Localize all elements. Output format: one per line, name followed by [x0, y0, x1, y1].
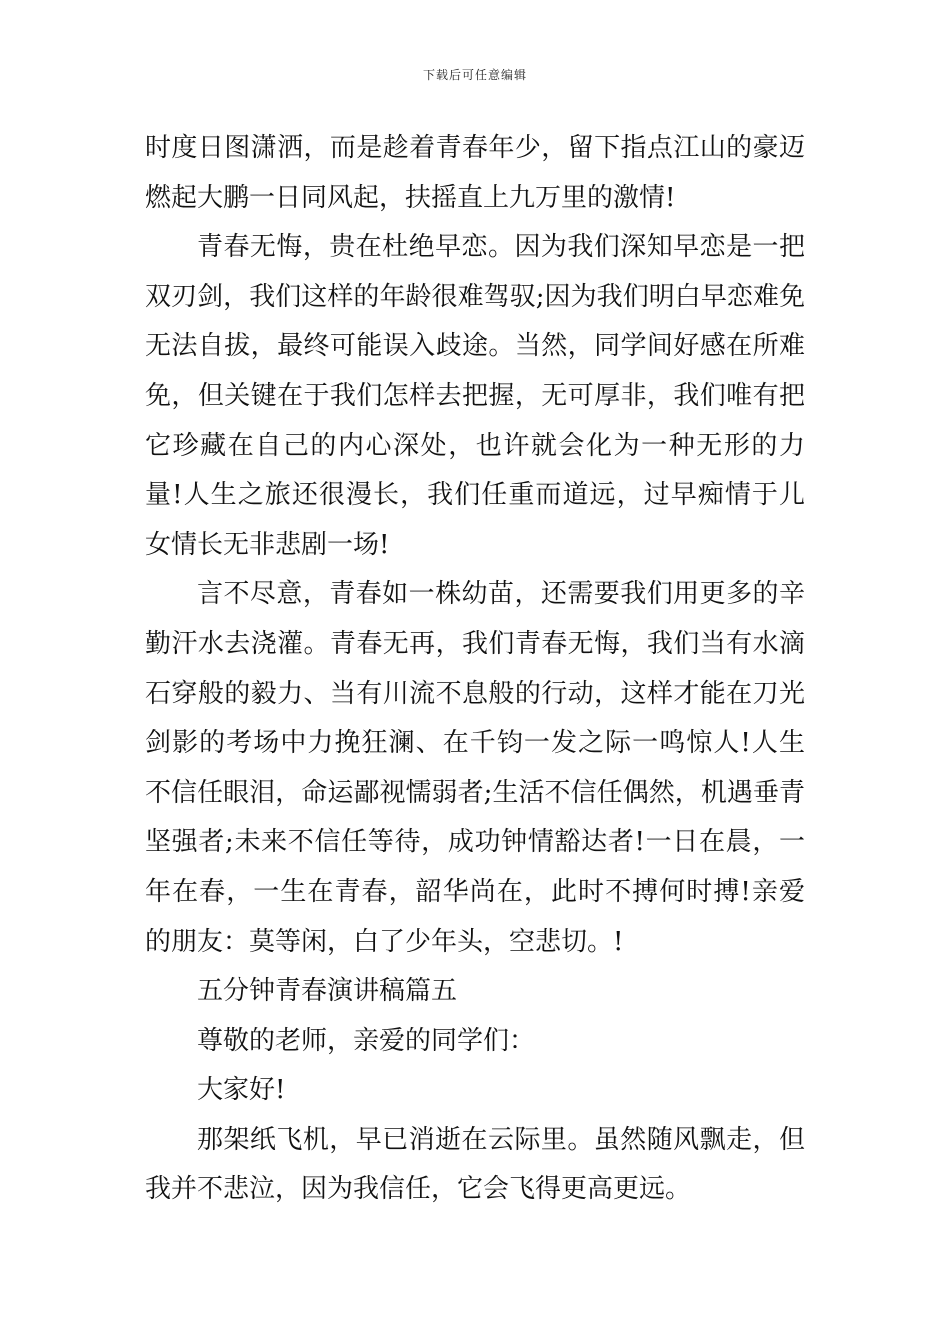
document-body — [145, 124, 805, 1215]
paragraph-7: 那架纸飞机，早已消逝在云际里。虽然随风飘走，但我并不悲泣，因为我信任，它会飞得更高更远。 — [145, 1124, 805, 1205]
paragraph-2: 青春无悔，贵在杜绝早恋。因为我们深知早恋是一把双刃剑，我们这样的年龄很难驾驭;因为我们明白早恋难免无法自拔，最终可能误入歧途。当然，同学间好感在所难免，但关键在于我们怎样去把握，无可厚非，我们唯有把它珍藏在自己的内心深处，也许就会化为一种无形的力量!人生之旅还很漫长，我们任重而道远，过早痴情于儿女情长无非悲剧一场! — [145, 232, 805, 560]
paragraph-3: 言不尽意，青春如一株幼苗，还需要我们用更多的辛勤汗水去浇灌。青春无再，我们青春无悔，我们当有水滴石穿般的毅力、当有川流不息般的行动，这样才能在刀光剑影的考场中力挽狂澜、在千钧一发之际一鸣惊人!人生不信任眼泪，命运鄙视懦弱者;生活不信任偶然，机遇垂青坚强者;未来不信任等待，成功钟情豁达者!一日在晨，一年在春，一生在青春，韶华尚在，此时不搏何时搏!亲爱的朋友：莫等闲，白了少年头，空悲切。! — [145, 579, 805, 957]
salutation: 尊敬的老师，亲爱的同学们： — [197, 1025, 536, 1056]
section-heading: 五分钟青春演讲稿篇五 — [197, 976, 458, 1007]
page-header-note: 下载后可任意编辑 — [422, 68, 527, 82]
greeting: 大家好! — [197, 1075, 286, 1106]
paragraph-1: 时度日图潇洒，而是趁着青春年少，留下指点江山的豪迈燃起大鹏一日同风起，扶摇直上九万里的激情! — [145, 133, 805, 213]
